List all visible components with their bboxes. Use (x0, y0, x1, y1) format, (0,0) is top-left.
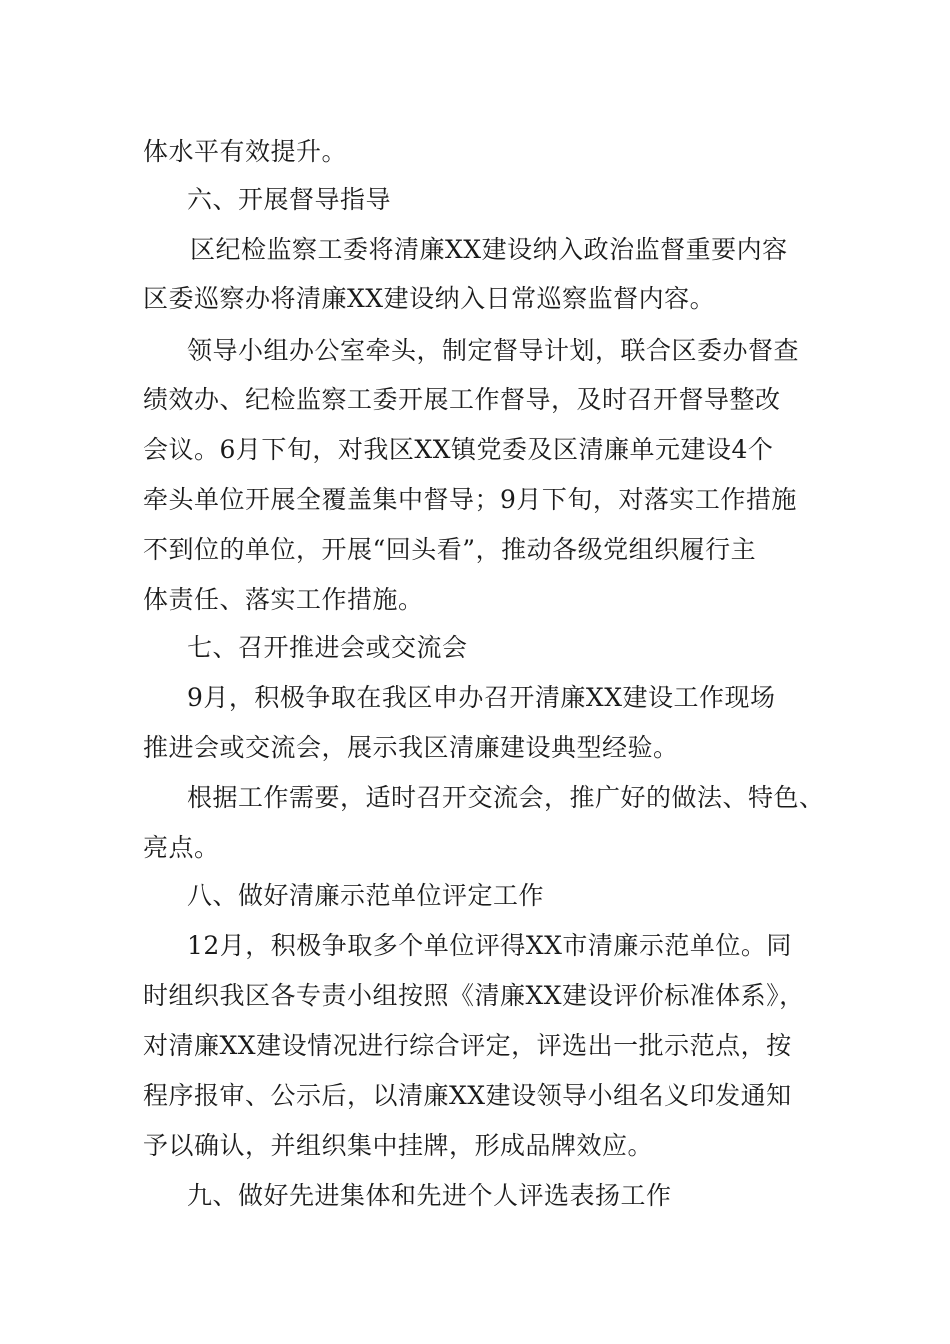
text-line: 12月，积极争取多个单位评得XX市清廉示范单位。同 (187, 931, 792, 960)
text-line: 亮点。 (143, 833, 220, 862)
text-line: 程序报审、公示后，以清廉XX建设领导小组名义印发通知 (143, 1081, 792, 1110)
text-line: 根据工作需要，适时召开交流会，推广好的做法、特色、 (187, 783, 825, 812)
text-line: 对清廉XX建设情况进行综合评定，评选出一批示范点，按 (143, 1031, 792, 1060)
text-line: 区委巡察办将清廉XX建设纳入日常巡察监督内容。 (143, 284, 716, 313)
text-line: 予以确认，并组织集中挂牌，形成品牌效应。 (143, 1131, 654, 1160)
text-line: 区纪检监察工委将清廉XX建设纳入政治监督重要内容 (190, 235, 788, 264)
section-heading: 八、做好清廉示范单位评定工作 (187, 881, 545, 910)
section-heading: 七、召开推进会或交流会 (187, 633, 468, 662)
text-line: 推进会或交流会，展示我区清廉建设典型经验。 (143, 733, 679, 762)
text-line: 9月，积极争取在我区申办召开清廉XX建设工作现场 (187, 683, 776, 712)
text-line: 牵头单位开展全覆盖集中督导；9月下旬，对落实工作措施 (143, 485, 797, 514)
text-line: 领导小组办公室牵头，制定督导计划，联合区委办督查 (187, 336, 800, 365)
text-line: 会议。6月下旬，对我区XX镇党委及区清廉单元建设4个 (143, 435, 774, 464)
text-line: 体水平有效提升。 (143, 137, 348, 166)
text-line: 不到位的单位，开展“回头看”，推动各级党组织履行主 (143, 535, 757, 564)
section-heading: 九、做好先进集体和先进个人评选表扬工作 (187, 1181, 672, 1210)
text-line: 绩效办、纪检监察工委开展工作督导，及时召开督导整改 (143, 385, 781, 414)
text-line: 体责任、落实工作措施。 (143, 585, 424, 614)
section-heading: 六、开展督导指导 (187, 185, 392, 214)
text-line: 时组织我区各专责小组按照《清廉XX建设评价标准体系》， (143, 981, 805, 1010)
